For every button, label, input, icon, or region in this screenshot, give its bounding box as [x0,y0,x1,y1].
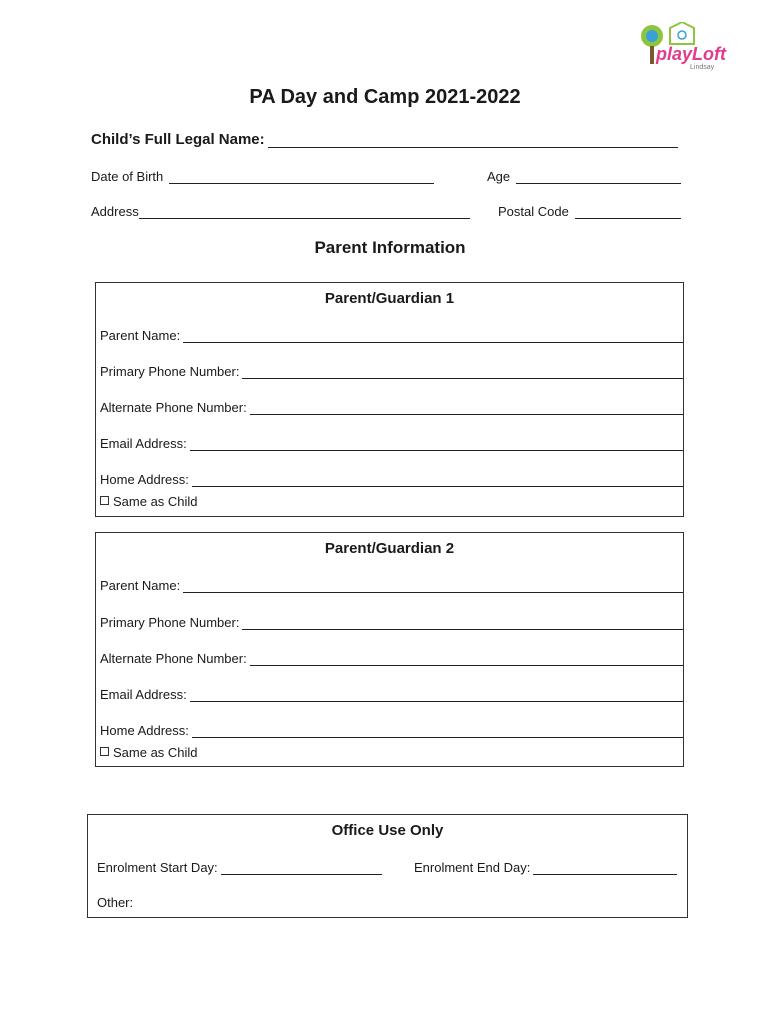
guardian-2-name-row [100,578,683,593]
guardian-1-same-as-child[interactable] [100,494,198,509]
address-field[interactable] [139,205,470,219]
guardian-1-alt-phone-row [100,400,683,415]
guardian-1-home-field[interactable] [192,473,683,487]
age-label: Age [487,169,511,184]
guardian-2-home-label: Home Address: [100,723,189,738]
guardian-1-box [95,282,684,517]
guardian-1-same-checkbox[interactable] [100,496,109,505]
guardian-1-title: Parent/Guardian 1 [324,290,455,307]
guardian-2-primary-phone-label: Primary Phone Number: [100,615,240,630]
other-row [97,895,687,910]
page-title: PA Day and Camp 2021-2022 [249,86,521,108]
enrolment-start-label: Enrolment Start Day: [97,860,218,875]
guardian-1-email-label: Email Address: [100,436,187,451]
enrolment-end-field[interactable] [533,861,677,875]
guardian-2-same-label: Same as Child [113,745,198,760]
guardian-2-alt-phone-row [100,651,683,666]
guardian-2-primary-phone-row [100,615,683,630]
age-field[interactable] [516,170,681,184]
guardian-1-name-field[interactable] [183,329,683,343]
other-label: Other: [97,895,134,910]
enrolment-start-row [97,860,382,875]
enrolment-start-field[interactable] [221,861,382,875]
dob-row [91,169,434,184]
enrolment-end-row [414,860,677,875]
enrolment-end-label: Enrolment End Day: [414,860,531,875]
guardian-1-email-field[interactable] [190,437,683,451]
guardian-2-email-field[interactable] [190,688,683,702]
guardian-1-alt-phone-label: Alternate Phone Number: [100,400,247,415]
guardian-1-same-label: Same as Child [113,494,198,509]
office-use-box [87,814,688,918]
guardian-1-primary-phone-field[interactable] [242,365,683,379]
guardian-2-name-field[interactable] [183,579,683,593]
postal-label: Postal Code [498,204,569,219]
logo-subtext: Lindsay [690,64,715,71]
guardian-2-title: Parent/Guardian 2 [324,540,455,557]
guardian-1-alt-phone-field[interactable] [250,401,683,415]
dob-field[interactable] [169,170,434,184]
guardian-1-email-row [100,436,683,451]
guardian-2-alt-phone-field[interactable] [250,652,683,666]
guardian-2-alt-phone-label: Alternate Phone Number: [100,651,247,666]
office-use-title: Office Use Only [331,822,444,839]
guardian-2-home-field[interactable] [192,724,683,738]
postal-field[interactable] [575,205,681,219]
guardian-1-primary-phone-row [100,364,683,379]
child-name-field[interactable] [268,134,678,148]
guardian-2-primary-phone-field[interactable] [242,616,683,630]
guardian-1-primary-phone-label: Primary Phone Number: [100,364,240,379]
parent-info-title: Parent Information [314,238,466,257]
guardian-1-home-label: Home Address: [100,472,189,487]
guardian-2-box [95,532,684,767]
age-row [487,169,681,184]
guardian-1-home-row [100,472,683,487]
child-name-row [91,131,678,148]
guardian-2-home-row [100,723,683,738]
guardian-2-same-checkbox[interactable] [100,747,109,756]
logo-text: playLoft [656,44,726,64]
guardian-2-email-row [100,687,683,702]
address-row [91,204,470,219]
address-label: Address [91,204,139,219]
guardian-2-email-label: Email Address: [100,687,187,702]
guardian-2-same-as-child[interactable] [100,745,198,760]
guardian-1-name-label: Parent Name: [100,328,181,343]
postal-row [498,204,681,219]
playloft-logo [638,22,728,78]
guardian-1-name-row [100,328,683,343]
guardian-2-name-label: Parent Name: [100,578,181,593]
dob-label: Date of Birth [91,169,164,184]
child-name-label: Child’s Full Legal Name: [91,131,265,148]
